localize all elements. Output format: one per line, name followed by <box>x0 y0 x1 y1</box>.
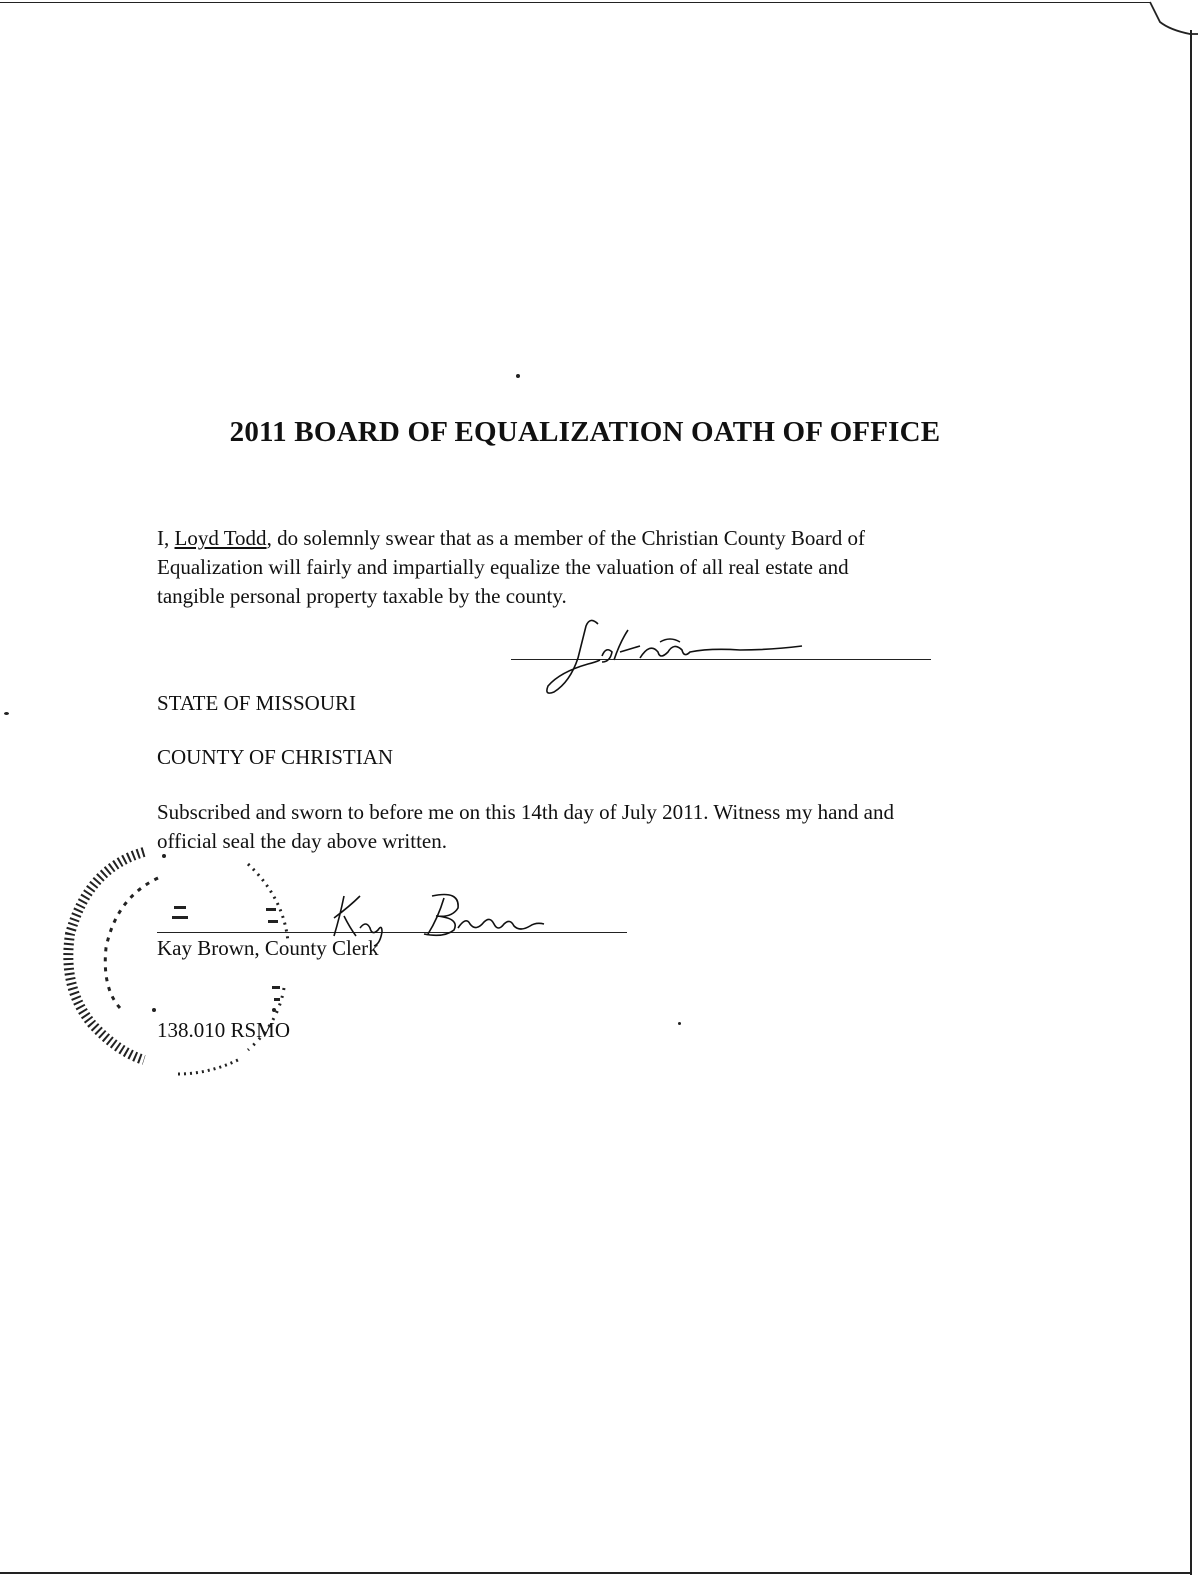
document-title: 2011 BOARD OF EQUALIZATION OATH OF OFFICE <box>229 416 941 448</box>
scan-speck <box>678 1022 681 1025</box>
page-border-bottom <box>0 1572 1192 1574</box>
member-signature <box>540 612 820 702</box>
oath-line3: tangible personal property taxable by the county. <box>157 584 567 608</box>
subscribed-line2: official seal the day above written. <box>157 829 448 853</box>
page-border-right <box>1190 30 1192 1575</box>
page-border-top <box>0 2 1150 3</box>
oath-paragraph <box>157 524 1017 611</box>
folded-corner-icon <box>1148 0 1200 36</box>
county-label: COUNTY OF CHRISTIAN <box>157 745 394 769</box>
oath-line1-rest: , do solemnly swear that as a member of the Christian County Board of <box>266 526 865 550</box>
oath-prefix: I, <box>157 526 175 550</box>
scan-speck <box>4 712 9 715</box>
county-seal-icon <box>48 838 308 1088</box>
subscribed-line1: Subscribed and sworn to before me on this 14th day of July 2011. Witness my hand and <box>157 800 894 824</box>
state-label: STATE OF MISSOURI <box>157 691 357 715</box>
statute-reference: 138.010 RSMO <box>157 1018 291 1042</box>
oath-line2: Equalization will fairly and impartially equalize the valuation of all real estate and <box>157 555 849 579</box>
clerk-name: Kay Brown, County Clerk <box>157 936 379 960</box>
member-name: Loyd Todd <box>174 526 267 550</box>
scan-speck <box>516 374 520 378</box>
